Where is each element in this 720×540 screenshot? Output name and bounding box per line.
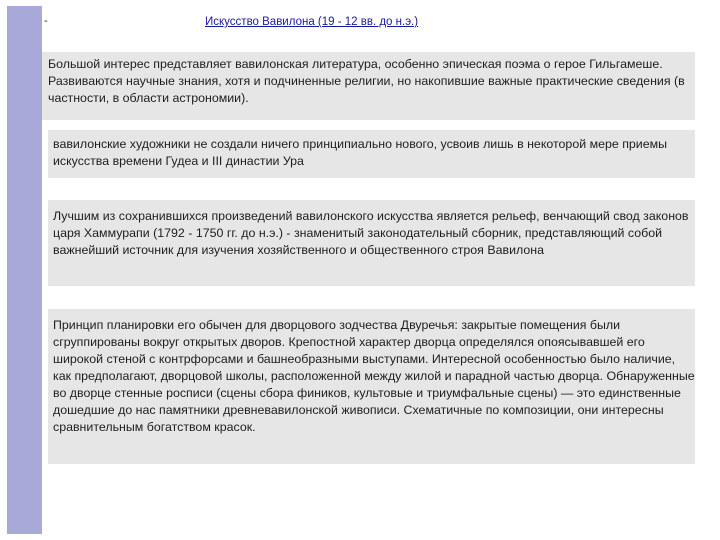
text-block-hammurabi xyxy=(48,200,695,286)
paragraph-text: вавилонские художники не создали ничего принципиально нового, усвоив лишь в некоторой мере приемы искусства времени Гудеа и III династии Ура xyxy=(53,137,668,168)
slide-title[interactable]: Искусство Вавилона (19 - 12 вв. до н.э.) xyxy=(205,16,419,28)
paragraph-text: Принцип планировки его обычен для дворцового зодчества Двуречья: закрытые помещения были сгруппированы вокруг открытых дворов. Крепостной характер дворца определялся опоясывавшей его широкой стеной с контрфорсами и башнеобразными выступами. Интересной особенностью было наличие, как предполагают, дворцовой школы, расположенной между жилой и парадной частью дворца. Обнаруженные во дворце стенные росписи (сцены сбора фиников, культовые и триумфальные сцены) — это единственные дошедшие до нас памятники древневавилонской живописи. Схематичные по композиции, они интересны сравнительным богатством красок. xyxy=(53,318,695,434)
text-block-artists xyxy=(48,130,695,178)
paragraph-text: Большой интерес представляет вавилонская литература, особенно эпическая поэма о герое Гильгамеше. Развиваются научные знания, хотя и подчиненные религии, но накопившие важные практические сведения (в частности, в области астрономии). xyxy=(48,57,685,105)
text-block-palace xyxy=(48,309,695,464)
left-accent-bar xyxy=(7,6,42,534)
paragraph-text: Лучшим из сохранившихся произведений вавилонского искусства является рельеф, венчающий свод законов царя Хаммурапи (1792 - 1750 гг. до н.э.) - знаменитый законодательный сборник, представляющий собой важнейший источник для изучения хозяйственного и общественного строя Вавилона xyxy=(53,209,689,257)
text-block-literature xyxy=(42,52,695,120)
bullet-dash: - xyxy=(44,15,48,27)
